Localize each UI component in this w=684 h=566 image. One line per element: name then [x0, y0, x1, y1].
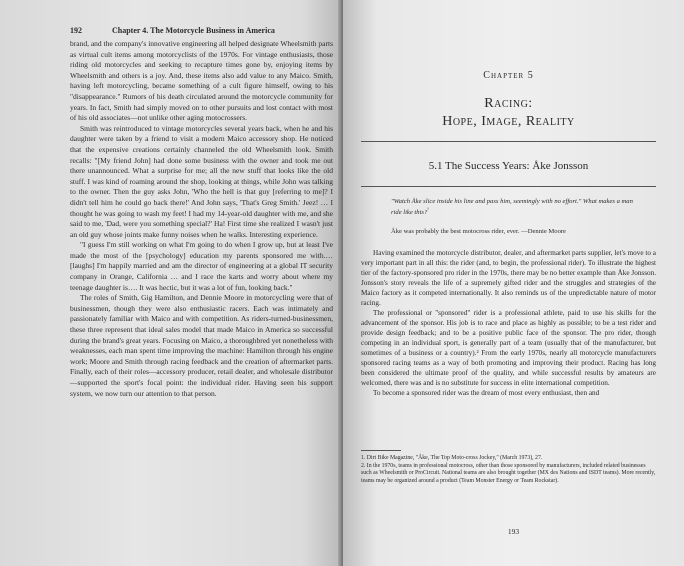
- paragraph: "I guess I'm still working on what I'm going to do when I grow up, but at least I've made the most of the [psychology] education my parents sponsored me with.… [laughs] I'm happily married and am the director of engineering at a global IT security company in Orange, California … and I race the karts and worry about where my teenage daughter is…. It was hectic, but it was a lot of fun, looking back.": [70, 240, 333, 292]
- epigraph-source: —Dennie Moore: [521, 228, 566, 236]
- right-page: [343, 0, 684, 566]
- right-folio: 193: [507, 527, 520, 536]
- footnote: 2. In the 1970s, teams in professional motocross, other than those sponsored by manufacturers, included related businesses such as Wheelsmith or ProCircuit. National teams are also brought together (MX des Nations and ISDT teams). More recently, teams may be organized around a product (Team Monster Energy or Team Rockstar).: [361, 462, 656, 484]
- paragraph: Smith was reintroduced to vintage motorcycles several years back, when he and his daughter were taken by a friend to visit a modern Maico accessory shop. He noticed that the expensive creations certainly channeled the old Wheelsmith look. Smith recalls: "[My friend John] had done some business with the owner and took me out there unannounced. What a surprise for me; all the new stuff that looks like the old stuff. I was kind of roaming around the shop, looking at things, while John was talking to the owner. Then the guy asks John, 'Who the hell is that guy [referring to me]? I didn't tell him he could go back there!' And John says, 'That's Greg Smith.' Jeez! … I thought he was going to wash my feet! I had my 14-year-old daughter with me, and she said to me, 'Dad, were you something special?' Ha! First time she realized I wasn't just an old guy whose joints make funny noises when he walks. Interesting experience.: [70, 123, 333, 239]
- epigraph: [391, 227, 636, 236]
- footnote: 1. Dirt Bike Magazine, "Åke, The Top Moto-cross Jockey," (March 1973), 27.: [361, 455, 543, 461]
- paragraph: The professional or "sponsored" rider is a professional athlete, paid to use his skills for the advancement of the sponsor. His job is to race and place as highly as possible; to be a test rider and provide design feedback; and to be a positive public face of the sponsor. The pro rider, though competing in an individual sport, is generally part of a team (usually that of the manufacturer, but sometimes of a business or a country).² From the early 1970s, nearly all motorcycle manufacturers sponsored racing teams as a way of both promoting and improving their product. Racing has long been considered the ultimate proof of the quality, and while successful results by amateurs are welcomed, there was and is no substitute for success in elite international competition.: [361, 309, 656, 388]
- epigraph-note: ¹: [427, 207, 429, 213]
- epigraph-quote: Åke was probably the best motocross rider, ever.: [391, 228, 520, 236]
- section-rule: [361, 141, 656, 142]
- section-rule: [361, 186, 656, 187]
- footnotes: [361, 450, 656, 485]
- epigraph: [391, 197, 636, 217]
- running-head: [70, 26, 333, 35]
- running-head-title: Chapter 4. The Motorcycle Business in America: [112, 26, 275, 35]
- chapter-title: [361, 95, 656, 131]
- epigraph-quote: "Watch Åke slice inside his line and pass him, seemingly with no effort." What makes a man ride like this?: [391, 198, 633, 217]
- body-text: [361, 248, 656, 398]
- chapter-label: Chapter 5: [483, 70, 534, 81]
- paragraph: The roles of Smith, Gig Hamilton, and Dennie Moore in motorcycling were that of businessmen, though they were also enthusiastic racers. Each was intimately and passionately familiar with Maico and with competition. As riders-turned-businessmen, these three represent that ideal sales model that made Maico in America so successful during the brand's great years. Focusing on Maico, a thoroughbred yet nonetheless with weaknesses, each man spent time improving the machine: Hamilton through his engine work; Moore and Smith through racing feedback and the creation of aftermarket parts. Finally, each of their roles—accessory producer, retail dealer, and wholesale distributor—supported the sport's focal point: the individual rider. Having seen his support system, we now turn our attention to that person.: [70, 293, 333, 398]
- paragraph: brand, and the company's innovative engineering all helped designate Wheelsmith parts as virtual cult items among motorcyclists of the 1970s. For vintage enthusiasts, those riding old motorcycles and seeking to recapture times gone by, enjoying items by Wheelsmith and others is a joy. And, these items also add value to any Maico. Smith, having left motorcycling, became something of a cult figure himself, owing to his "disappearance." Rumors of his death circulated around the motorcycle community for years. In fact, Smith had simply moved on to other pursuits and lost contact with most of his old associates—not unlike other aging motocrossers.: [70, 39, 334, 123]
- paragraph: Having examined the motorcycle distributor, dealer, and aftermarket parts supplier, let's move to a very important part in all this: the rider (and, to begin, the professional rider). To illustrate the highest tier of the factory-sponsored pro rider in the 1970s, there may be no better example than Åke Jonsson. Jonsson's story reveals the life of a supremely gifted rider and the struggles and strategies of the Maico factory as it competed internationally. It also reminds us of the unpredictable nature of motor racing.: [361, 249, 656, 308]
- chapter-title-line: Hope, Image, Reality: [442, 114, 575, 129]
- left-folio: 192: [70, 26, 82, 35]
- section-title: 5.1 The Success Years: Åke Jonsson: [428, 160, 589, 172]
- footnote-rule: [361, 450, 401, 451]
- paragraph: To become a sponsored rider was the dream of most every enthusiast, then and: [373, 389, 600, 398]
- chapter-title-line: Racing:: [484, 96, 533, 111]
